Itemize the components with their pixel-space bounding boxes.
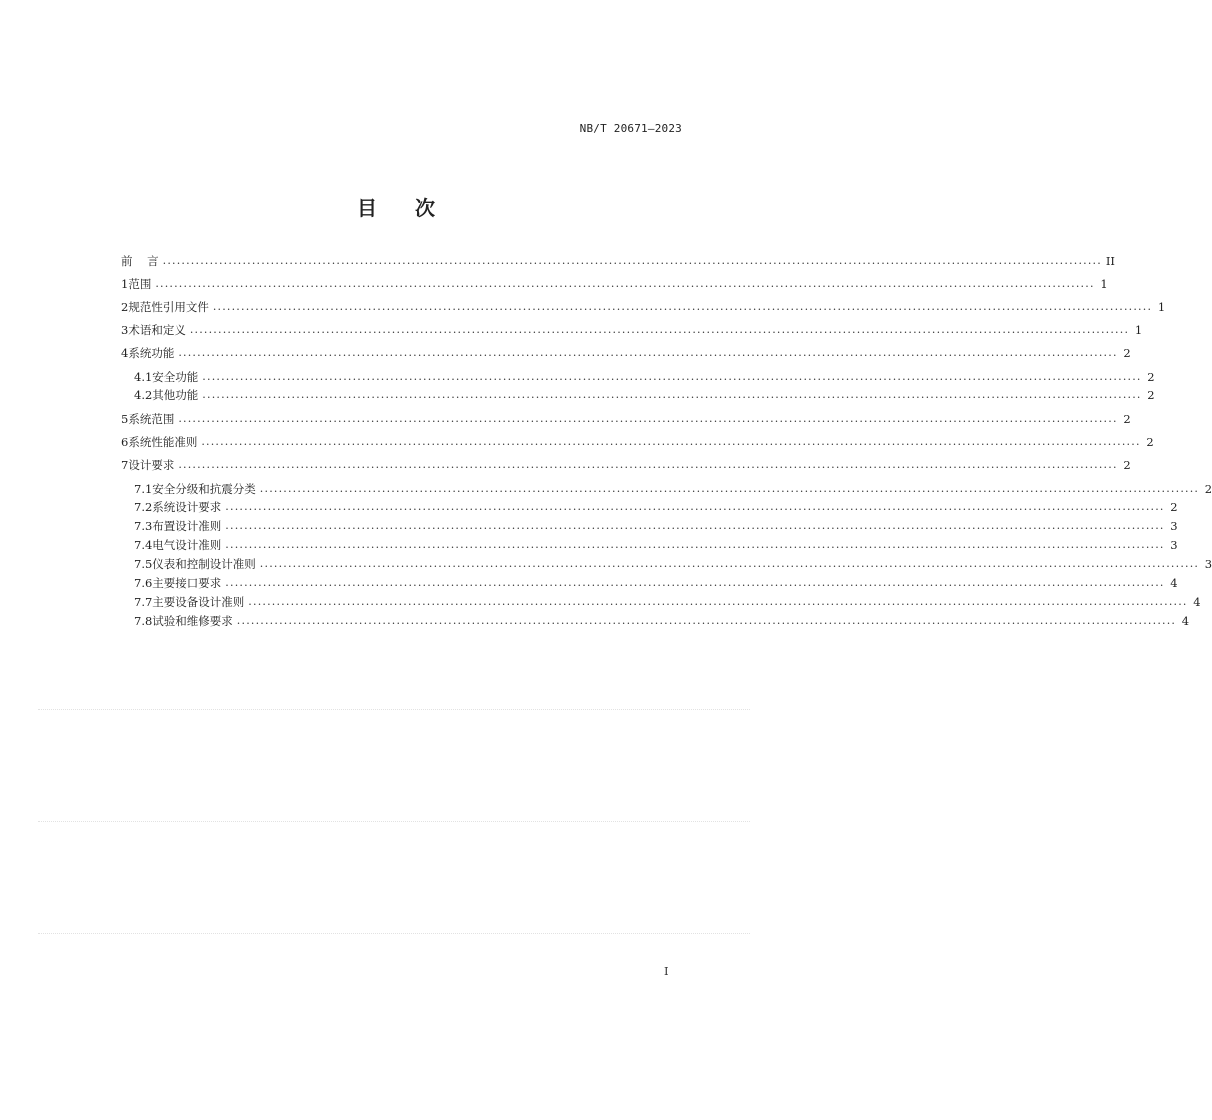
toc-entry-label: 系统功能 bbox=[128, 346, 175, 360]
toc-entry-page: 1 bbox=[1100, 277, 1108, 291]
toc-entry-page: 2 bbox=[1204, 482, 1212, 496]
toc-entry-7-1[interactable] bbox=[134, 480, 1212, 498]
toc-entry-7-8[interactable] bbox=[134, 612, 1190, 630]
toc-leader-dots: ........................................................................................................................................................................................................ bbox=[225, 576, 1165, 589]
toc-leader-dots: ........................................................................................................................................................................................................ bbox=[225, 538, 1165, 551]
toc-entry-label: 布置设计准则 bbox=[152, 519, 222, 533]
toc-entry-page: 2 bbox=[1123, 458, 1131, 472]
toc-entry-label: 其他功能 bbox=[152, 388, 199, 402]
toc-entry-1[interactable] bbox=[121, 275, 1108, 293]
toc-leader-dots: ........................................................................................................................................................................................................ bbox=[248, 595, 1188, 608]
toc-entry-2[interactable] bbox=[121, 298, 1166, 316]
toc-entry-number: 7.1 bbox=[134, 482, 153, 496]
toc-leader-dots: ........................................................................................................................................................................................................ bbox=[202, 388, 1142, 401]
toc-entry-number: 6 bbox=[121, 435, 129, 449]
toc-leader-dots: ........................................................................................................................................................................................................ bbox=[189, 323, 1130, 336]
toc-entry-page: 2 bbox=[1147, 388, 1155, 402]
toc-entry-page: 3 bbox=[1170, 538, 1178, 552]
toc-entry-number: 5 bbox=[121, 412, 129, 426]
toc-entry-number: 7.7 bbox=[134, 595, 153, 609]
toc-entry-7-7[interactable] bbox=[134, 593, 1201, 611]
toc-entry-number: 3 bbox=[121, 323, 129, 337]
toc-leader-dots: ........................................................................................................................................................................................................ bbox=[178, 458, 1118, 471]
toc-entry-number: 7 bbox=[121, 458, 129, 472]
toc-entry-4-2[interactable] bbox=[134, 386, 1155, 404]
toc-entry-7-5[interactable] bbox=[134, 555, 1212, 573]
toc-entry-4[interactable] bbox=[121, 344, 1131, 362]
page-title: 目次 bbox=[357, 196, 473, 220]
toc-entry-number: 2 bbox=[121, 300, 129, 314]
toc-entry-label: 主要设备设计准则 bbox=[152, 595, 245, 609]
toc-entry-7-3[interactable] bbox=[134, 517, 1178, 535]
toc-leader-dots: ........................................................................................................................................................................................................ bbox=[178, 346, 1118, 359]
toc-entry-page: 1 bbox=[1157, 300, 1166, 314]
toc-entry-number: 4 bbox=[121, 346, 129, 360]
toc-entry-label: 系统范围 bbox=[128, 412, 175, 426]
toc-entry-7-6[interactable] bbox=[134, 574, 1178, 592]
toc-leader-dots: ........................................................................................................................................................................................................ bbox=[225, 500, 1165, 513]
toc-entry-4-1[interactable] bbox=[134, 368, 1155, 386]
toc-entry-label: 设计要求 bbox=[128, 458, 175, 472]
toc-entry-label: 系统设计要求 bbox=[152, 500, 222, 514]
toc-entry-page: 4 bbox=[1170, 576, 1178, 590]
toc-entry-5[interactable] bbox=[121, 410, 1131, 428]
toc-leader-dots: ........................................................................................................................................................................................................ bbox=[201, 435, 1141, 448]
toc-entry-label: 规范性引用文件 bbox=[128, 300, 209, 314]
toc-entry-page: 2 bbox=[1147, 370, 1155, 384]
toc-entry-number: 7.8 bbox=[134, 614, 153, 628]
toc-entry-foreword[interactable] bbox=[121, 252, 1115, 270]
toc-entry-number: 1 bbox=[121, 277, 129, 291]
toc-entry-page: 2 bbox=[1146, 435, 1154, 449]
toc-entry-page: 4 bbox=[1193, 595, 1201, 609]
toc-entry-7[interactable] bbox=[121, 456, 1131, 474]
toc-entry-page: II bbox=[1105, 254, 1115, 268]
toc-entry-label: 安全功能 bbox=[152, 370, 199, 384]
toc-leader-dots: ........................................................................................................................................................................................................ bbox=[155, 277, 1095, 290]
toc-entry-number: 4.1 bbox=[134, 370, 153, 384]
standard-code: NB/T 20671—2023 bbox=[579, 122, 682, 135]
toc-entry-page: 1 bbox=[1134, 323, 1143, 337]
toc-leader-dots: ........................................................................................................................................................................................................ bbox=[225, 519, 1165, 532]
toc-entry-label: 主要接口要求 bbox=[152, 576, 222, 590]
toc-leader-dots: ........................................................................................................................................................................................................ bbox=[202, 370, 1142, 383]
toc-leader-dots: ........................................................................................................................................................................................................ bbox=[178, 412, 1118, 425]
toc-entry-number: 4.2 bbox=[134, 388, 153, 402]
toc-entry-page: 3 bbox=[1204, 557, 1212, 571]
toc-entry-page: 2 bbox=[1123, 346, 1131, 360]
toc-entry-page: 2 bbox=[1123, 412, 1131, 426]
toc-entry-page: 2 bbox=[1170, 500, 1178, 514]
toc-leader-dots: ........................................................................................................................................................................................................ bbox=[259, 482, 1200, 495]
toc-entry-number: 7.2 bbox=[134, 500, 153, 514]
toc-leader-dots: ........................................................................................................................................................................................................ bbox=[259, 557, 1200, 570]
toc-entry-3[interactable] bbox=[121, 321, 1143, 339]
toc-entry-number: 7.3 bbox=[134, 519, 153, 533]
toc-leader-dots: ........................................................................................................................................................................................................ bbox=[236, 614, 1177, 627]
toc-entry-6[interactable] bbox=[121, 433, 1154, 451]
toc-entry-7-2[interactable] bbox=[134, 498, 1178, 516]
toc-entry-label: 仪表和控制设计准则 bbox=[152, 557, 256, 571]
toc-entry-number: 7.5 bbox=[134, 557, 153, 571]
toc-entry-page: 3 bbox=[1170, 519, 1178, 533]
toc-entry-page: 4 bbox=[1181, 614, 1190, 628]
toc-entry-number: 7.4 bbox=[134, 538, 153, 552]
toc-leader-dots: ........................................................................................................................................................................................................ bbox=[162, 254, 1102, 267]
toc-entry-7-4[interactable] bbox=[134, 536, 1178, 554]
dotted-divider bbox=[38, 821, 750, 822]
toc-entry-label: 前 言 bbox=[121, 254, 159, 268]
toc-entry-label: 安全分级和抗震分类 bbox=[152, 482, 256, 496]
toc-entry-label: 电气设计准则 bbox=[152, 538, 222, 552]
toc-entry-label: 范围 bbox=[128, 277, 152, 291]
toc-entry-label: 试验和维修要求 bbox=[152, 614, 233, 628]
dotted-divider bbox=[38, 709, 750, 710]
toc-entry-number: 7.6 bbox=[134, 576, 153, 590]
dotted-divider bbox=[38, 933, 750, 934]
toc-entry-label: 系统性能准则 bbox=[128, 435, 198, 449]
footer-page-number: I bbox=[664, 964, 669, 978]
toc-entry-label: 术语和定义 bbox=[128, 323, 186, 337]
toc-leader-dots: ........................................................................................................................................................................................................ bbox=[212, 300, 1153, 313]
